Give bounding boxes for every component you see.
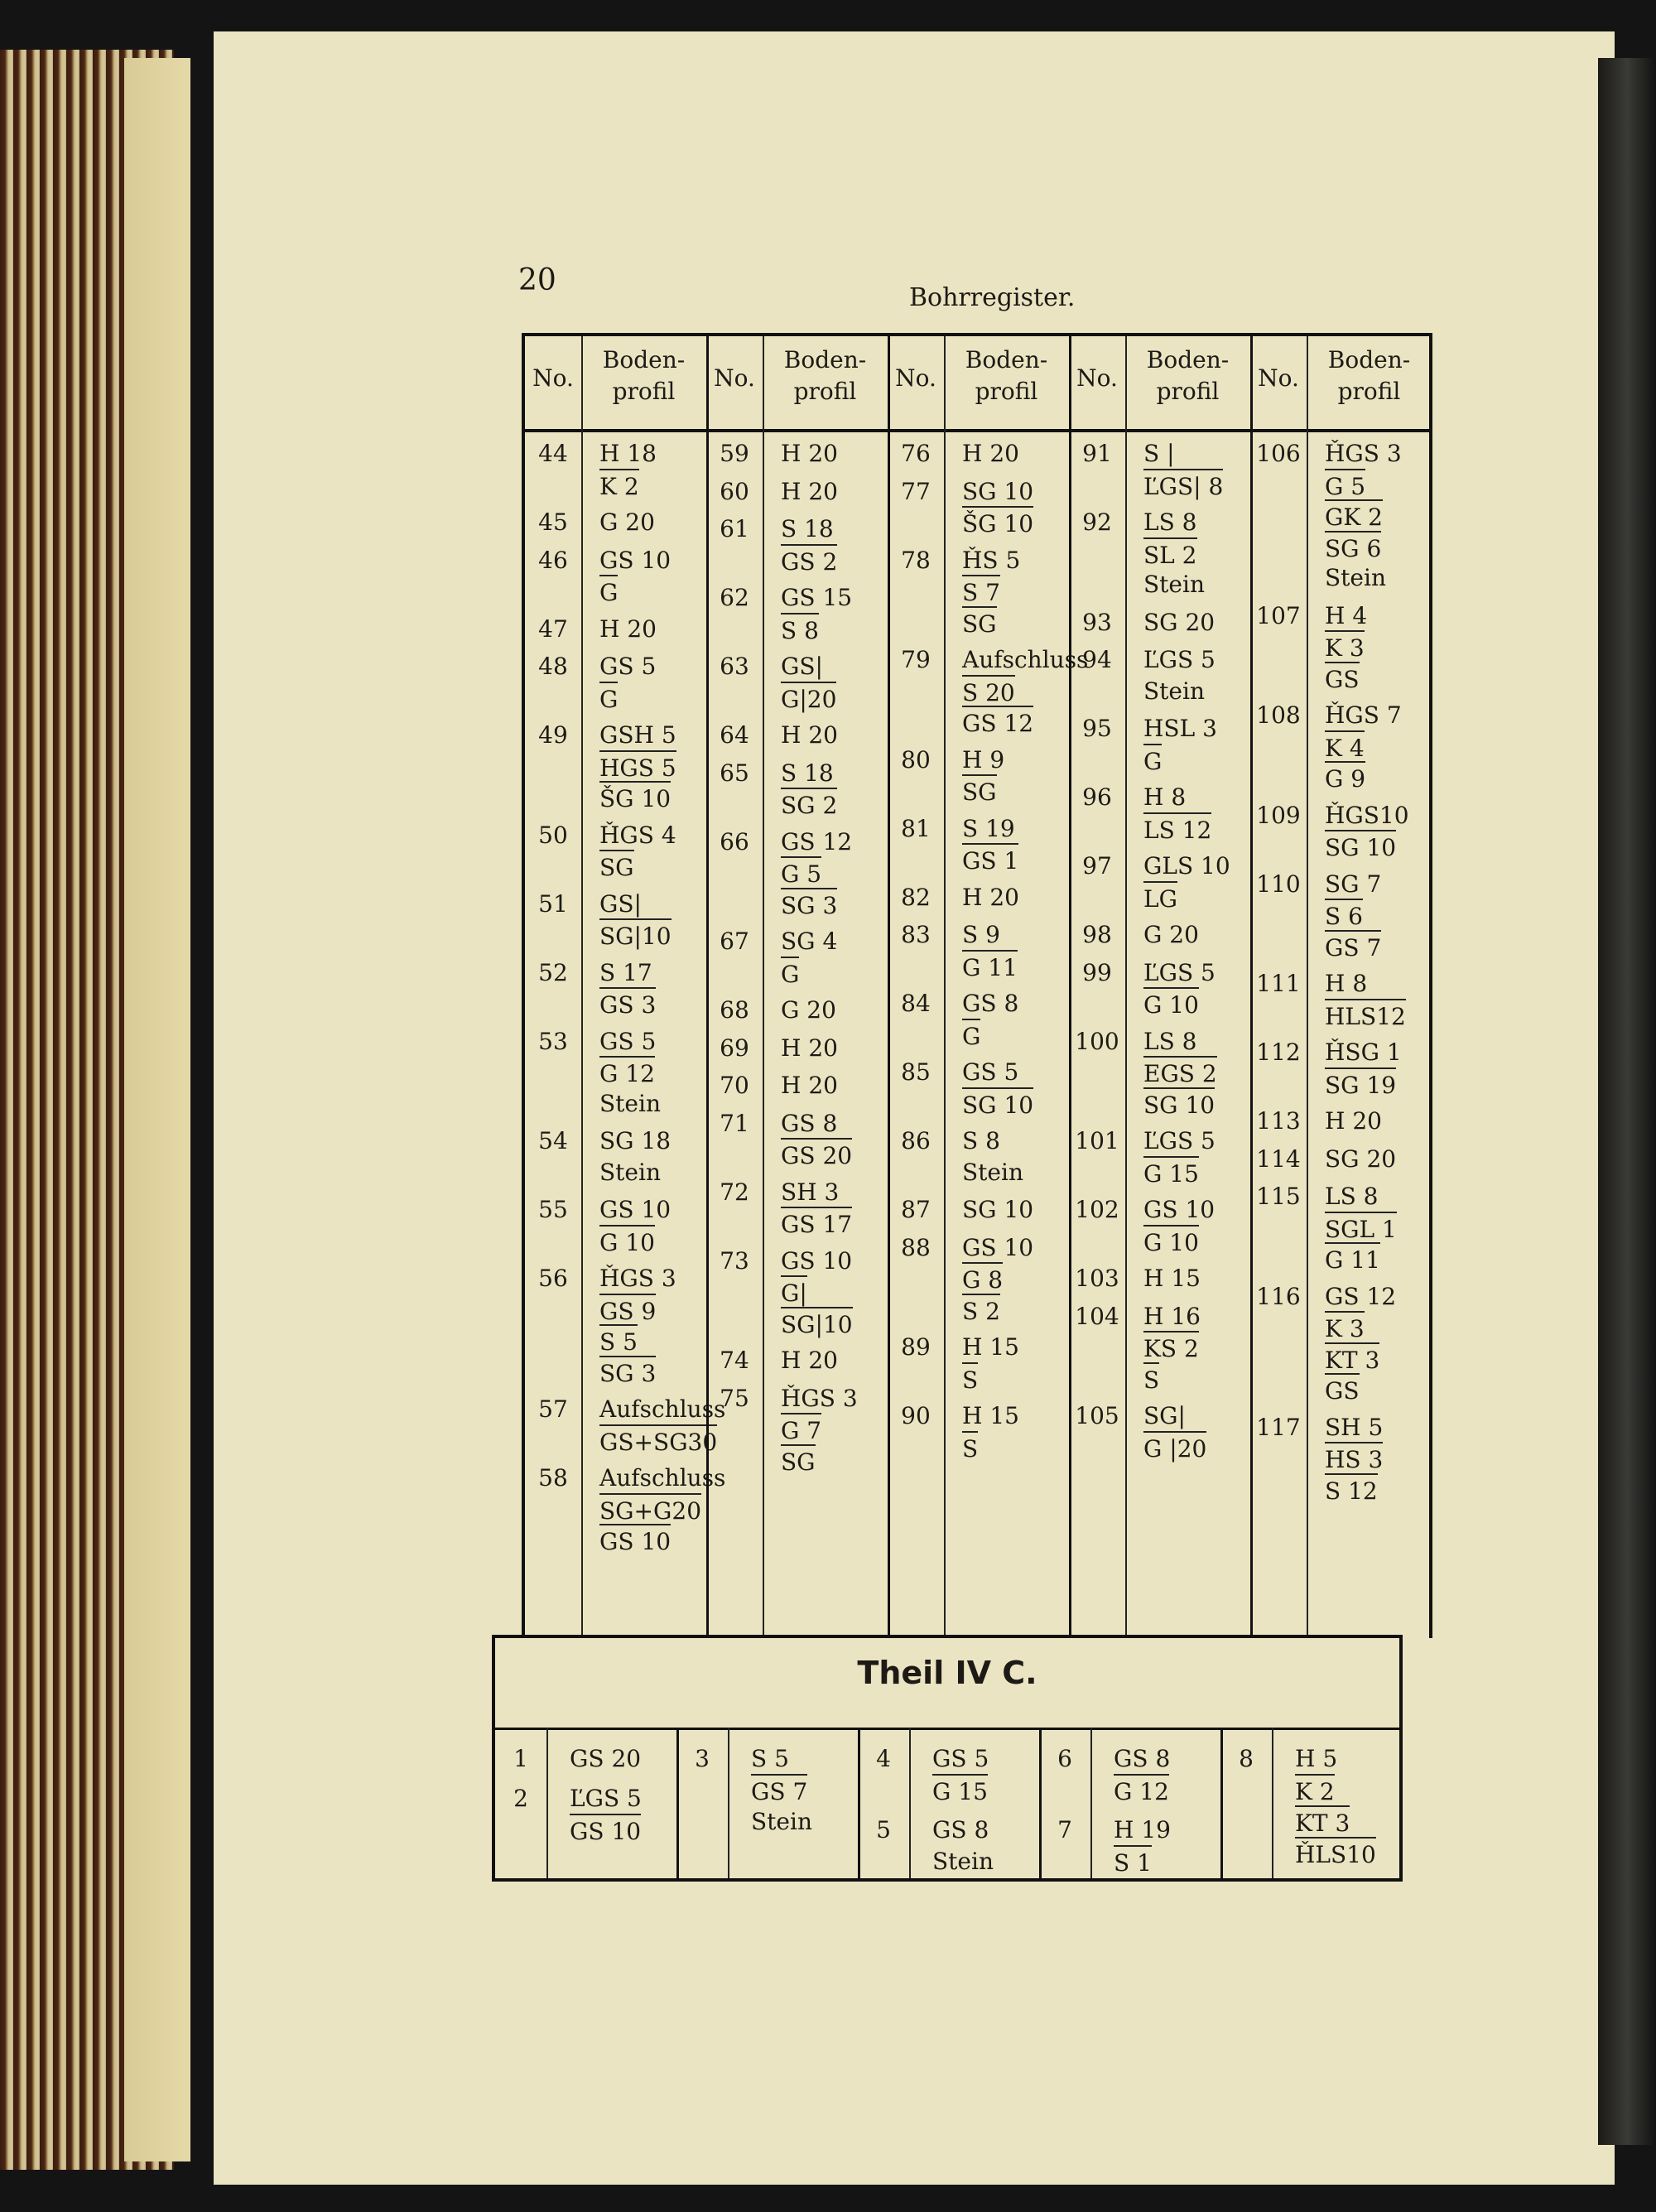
profile-line: SG 7 (1325, 870, 1382, 898)
entry-number: 100 (1075, 1027, 1119, 1055)
entry-number: 108 (1256, 701, 1301, 729)
number-separator (1125, 336, 1127, 1638)
profile-line: ĽGS 5 (1143, 1127, 1216, 1154)
profile-line: S 12 (1325, 1473, 1378, 1508)
entry-number: 83 (901, 921, 931, 948)
profile-line: HS 3 (1325, 1442, 1383, 1477)
profile-line: GS 8 (962, 990, 1019, 1017)
entry-number: 76 (901, 440, 931, 467)
entry-number: 99 (1082, 958, 1112, 986)
entry-number: 91 (1082, 440, 1112, 467)
entry-number: 75 (720, 1384, 749, 1412)
profile-line: H 20 (781, 477, 838, 505)
profile-line: SG|10 (781, 1307, 853, 1342)
theil-profile-line: GS 5 (932, 1745, 989, 1772)
profile-line: GS 3 (599, 987, 656, 1022)
profile-line: G 11 (962, 950, 1018, 985)
entry-number: 81 (901, 814, 931, 842)
header-no: No. (714, 364, 755, 392)
entry-number: 112 (1256, 1039, 1301, 1066)
entry-number: 78 (901, 546, 931, 574)
entry-number: 87 (901, 1196, 931, 1223)
profile-line: SG 10 (962, 1087, 1033, 1122)
profile-line: GS (1325, 662, 1360, 696)
profile-line: GS 15 (781, 584, 853, 611)
entry-number: 51 (538, 889, 568, 918)
entry-number: 89 (901, 1333, 931, 1361)
profile-line: GS 12 (962, 706, 1033, 740)
profile-line: ŠG 10 (599, 781, 671, 816)
header-no: No. (895, 364, 936, 392)
profile-line: G 20 (1143, 921, 1199, 948)
profile-line: ȞS 5 (962, 546, 1021, 574)
profile-line: G (781, 957, 799, 991)
header-no: No. (1076, 364, 1118, 392)
profile-line: GK 2 (1325, 499, 1383, 534)
profile-line: K 4 (1325, 730, 1365, 765)
profile-line: H 20 (781, 1034, 838, 1062)
theil-profile-line: KT 3 (1295, 1805, 1350, 1840)
profile-line: K 3 (1325, 1311, 1365, 1346)
profile-line: SG+G20 (599, 1493, 701, 1528)
entry-number: 50 (538, 821, 568, 849)
theil-profile-line: GS 20 (570, 1745, 642, 1772)
profile-line: LG (1143, 881, 1177, 916)
theil-number-separator (909, 1728, 911, 1878)
profile-line: H 20 (962, 440, 1019, 467)
entry-number: 98 (1082, 921, 1112, 948)
profile-line: S 8 (962, 1127, 1000, 1154)
number-separator (944, 336, 946, 1638)
theil-profile-line: GS 8 (932, 1816, 989, 1843)
profile-line: H 20 (781, 440, 838, 467)
profile-line: G 12 (599, 1056, 655, 1091)
entry-number: 113 (1256, 1107, 1301, 1135)
profile-line: G 7 (781, 1413, 821, 1448)
profile-line: GS+SG30 (599, 1424, 717, 1459)
theil-divider (495, 1728, 1399, 1730)
entry-number: 52 (538, 958, 568, 986)
profile-line: H 8 (1143, 783, 1187, 811)
entry-number: 105 (1075, 1402, 1119, 1429)
profile-line: H 9 (962, 745, 1005, 773)
profile-line: Stein (1143, 677, 1205, 705)
entry-number: 104 (1075, 1302, 1119, 1330)
entry-number: 93 (1082, 608, 1112, 636)
header-profile-2: profil (793, 378, 857, 405)
header-profile-1: Boden- (602, 346, 686, 373)
profile-line: GS 12 (1325, 1282, 1397, 1310)
profile-line: GS 17 (781, 1207, 852, 1241)
entry-number: 103 (1075, 1265, 1119, 1292)
entry-number: 106 (1256, 440, 1301, 467)
number-separator (1307, 336, 1308, 1638)
profile-line: SH 5 (1325, 1413, 1384, 1441)
book-page-edges-inner (124, 58, 190, 2161)
profile-line: S 18 (781, 515, 834, 542)
profile-line: ȞGS 3 (599, 1265, 676, 1292)
profile-line: G 10 (599, 1225, 655, 1260)
theil-title: Theil IV C. (857, 1655, 1037, 1691)
theil-profile-line: Stein (751, 1808, 812, 1835)
profile-line: Stein (599, 1158, 661, 1186)
entry-number: 114 (1256, 1145, 1301, 1173)
profile-line: SG 10 (1325, 830, 1396, 865)
header-profile-2: profil (1156, 378, 1220, 405)
profile-line: GS 9 (599, 1294, 656, 1328)
entry-number: 64 (720, 721, 749, 749)
entry-number: 45 (538, 508, 568, 536)
profile-line: H 18 (599, 440, 657, 467)
entry-number: 117 (1256, 1413, 1301, 1441)
header-profile-2: profil (1337, 378, 1401, 405)
profile-line: S | (1143, 440, 1175, 467)
entry-number: 54 (538, 1127, 568, 1154)
profile-line: G 5 (781, 856, 821, 891)
profile-line: H 20 (1325, 1107, 1382, 1135)
profile-line: S (962, 1431, 978, 1466)
profile-line: ȞGS10 (1325, 801, 1409, 829)
profile-line: S 8 (781, 613, 819, 648)
entry-number: 84 (901, 990, 931, 1017)
profile-line: LS 8 (1143, 1027, 1197, 1055)
profile-line: G (962, 1019, 980, 1053)
profile-line: GS 5 (599, 1027, 657, 1055)
entry-number: 85 (901, 1058, 931, 1086)
header-no: No. (1258, 364, 1299, 392)
header-profile-1: Boden- (1146, 346, 1230, 373)
entry-number: 74 (720, 1347, 749, 1374)
profile-line: G (599, 575, 618, 610)
entry-number: 66 (720, 827, 749, 855)
entry-number: 79 (901, 646, 931, 673)
profile-line: H 20 (781, 1347, 838, 1374)
profile-line: LS 8 (1325, 1183, 1379, 1210)
profile-line: H 20 (599, 614, 657, 643)
profile-line: Stein (1143, 571, 1205, 598)
entry-number: 46 (538, 546, 568, 574)
profile-line: SGL 1 (1325, 1212, 1397, 1246)
profile-line: GS| (599, 889, 642, 918)
profile-line: ȞGS 4 (599, 821, 676, 849)
profile-line: HLS12 (1325, 999, 1406, 1034)
profile-line: ĽGS 5 (1143, 646, 1216, 673)
profile-line: ŠG 10 (962, 506, 1033, 541)
theil-entry-number: 4 (876, 1745, 891, 1772)
theil-profile-line: G 12 (1114, 1774, 1169, 1809)
profile-line: ĽGS 5 (1143, 958, 1216, 986)
profile-line: HSL 3 (1143, 715, 1217, 742)
profile-line: H 20 (781, 1072, 838, 1099)
theil-entry-number: 5 (876, 1816, 891, 1843)
profile-line: GS 10 (962, 1233, 1034, 1261)
profile-line: H 4 (1325, 601, 1368, 629)
profile-line: H 15 (1143, 1265, 1201, 1292)
profile-line: GS 5 (599, 653, 657, 680)
profile-line: GS 8 (781, 1109, 838, 1137)
borehole-register-table (522, 333, 1432, 1638)
profile-line: SG 18 (599, 1127, 672, 1154)
profile-line: ȞGS 7 (1325, 701, 1402, 729)
profile-line: GS 2 (781, 544, 837, 579)
profile-line: GS 1 (962, 843, 1018, 878)
profile-line: G 10 (1143, 987, 1199, 1022)
profile-line: G (599, 682, 618, 716)
profile-line: H 15 (962, 1333, 1019, 1361)
profile-line: GS 10 (599, 1196, 672, 1223)
profile-line: GS 10 (1143, 1196, 1216, 1223)
profile-line: G 20 (781, 996, 836, 1024)
profile-line: G|20 (781, 682, 836, 716)
profile-line: SG 3 (599, 1356, 656, 1390)
entry-number: 95 (1082, 715, 1112, 742)
entry-number: 70 (720, 1072, 749, 1099)
profile-line: GS 12 (781, 827, 853, 855)
profile-line: GSH 5 (599, 721, 676, 749)
header-profile-1: Boden- (965, 346, 1048, 373)
entry-number: 86 (901, 1127, 931, 1154)
profile-line: ȞSG 1 (1325, 1039, 1402, 1066)
theil-profile-line: K 2 (1295, 1774, 1335, 1809)
book-spine-right (1598, 58, 1656, 2145)
header-profile-1: Boden- (783, 346, 867, 373)
profile-line: G |20 (1143, 1431, 1206, 1466)
entry-number: 97 (1082, 852, 1112, 879)
entry-number: 115 (1256, 1183, 1301, 1210)
entry-number: 48 (538, 653, 568, 680)
profile-line: Stein (599, 1089, 661, 1117)
profile-line: G| (781, 1275, 807, 1310)
entry-number: 80 (901, 745, 931, 773)
profile-line: Aufschluss (599, 1464, 726, 1492)
profile-line: GS 10 (781, 1246, 853, 1275)
theil-entry-number: 2 (513, 1785, 528, 1812)
entry-number: 111 (1256, 970, 1301, 997)
profile-line: H 15 (962, 1402, 1019, 1429)
profile-line: S 19 (962, 814, 1015, 842)
theil-profile-line: Stein (932, 1848, 994, 1875)
entry-number: 102 (1075, 1196, 1119, 1223)
entry-number: 101 (1075, 1127, 1119, 1154)
theil-number-separator (728, 1728, 729, 1878)
theil-number-separator (546, 1728, 548, 1878)
profile-line: G (1143, 744, 1162, 778)
profile-line: SG 10 (962, 477, 1034, 505)
profile-line: S 7 (962, 575, 1000, 610)
entry-number: 94 (1082, 646, 1112, 673)
profile-line: SG| (1143, 1402, 1186, 1429)
entry-number: 110 (1256, 870, 1301, 898)
profile-line: GS 7 (1325, 930, 1381, 965)
page-number: 20 (518, 263, 556, 297)
theil-profile-line: GS 10 (570, 1814, 641, 1848)
entry-number: 59 (720, 440, 749, 467)
profile-line: SG 10 (1143, 1087, 1215, 1122)
profile-line: ĽGS| 8 (1143, 469, 1223, 504)
profile-line: KS 2 (1143, 1331, 1199, 1366)
profile-line: SG 6 (1325, 531, 1381, 566)
theil-profile-line: GS 7 (751, 1774, 807, 1809)
theil-profile-line: H 19 (1114, 1816, 1171, 1843)
profile-line: SG (962, 606, 997, 641)
profile-line: GS (1325, 1373, 1360, 1408)
entry-number: 69 (720, 1034, 749, 1062)
entry-number: 61 (720, 515, 749, 542)
profile-line: S 2 (962, 1294, 1000, 1328)
profile-line: GS 10 (599, 546, 672, 574)
profile-line: G 15 (1143, 1156, 1199, 1191)
entry-number: 62 (720, 584, 749, 611)
theil-profile-line: G 15 (932, 1774, 988, 1809)
entry-number: 109 (1256, 801, 1301, 829)
profile-line: GS 20 (781, 1138, 852, 1173)
profile-line: GS 10 (599, 1524, 671, 1559)
profile-line: GS| (781, 653, 823, 680)
number-separator (581, 336, 583, 1638)
profile-line: SG 4 (781, 928, 838, 955)
entry-number: 88 (901, 1233, 931, 1261)
entry-number: 77 (901, 477, 931, 505)
profile-line: H 20 (962, 883, 1019, 911)
entry-number: 71 (720, 1109, 749, 1137)
profile-line: SG (962, 774, 997, 809)
profile-line: Aufschluss (962, 646, 1089, 673)
theil-entry-number: 6 (1057, 1745, 1072, 1772)
profile-line: Stein (962, 1158, 1023, 1186)
profile-line: GS 5 (962, 1058, 1019, 1086)
entry-number: 57 (538, 1395, 568, 1423)
profile-line: G 10 (1143, 1225, 1199, 1260)
entry-number: 90 (901, 1402, 931, 1429)
running-head: Bohrregister. (909, 283, 1076, 312)
profile-line: K 2 (599, 469, 639, 504)
profile-line: G 5 (1325, 469, 1365, 504)
profile-line: S (962, 1362, 978, 1397)
profile-line: G 8 (962, 1262, 1003, 1297)
profile-line: SH 3 (781, 1178, 840, 1206)
profile-line: SG|10 (599, 918, 672, 953)
profile-line: Aufschluss (599, 1395, 726, 1423)
profile-line: Stein (1325, 564, 1386, 591)
header-profile-1: Boden- (1327, 346, 1411, 373)
profile-line: ȞGS 3 (1325, 440, 1402, 467)
profile-line: S 17 (599, 958, 652, 986)
entry-number: 73 (720, 1246, 749, 1275)
profile-line: SG (781, 1444, 816, 1479)
entry-number: 116 (1256, 1282, 1301, 1310)
theil-profile-line: H 5 (1295, 1745, 1338, 1772)
entry-number: 96 (1082, 783, 1112, 811)
profile-line: HGS 5 (599, 750, 676, 785)
entry-number: 58 (538, 1464, 568, 1492)
entry-number: 60 (720, 477, 749, 505)
profile-line: S 6 (1325, 899, 1363, 933)
entry-number: 47 (538, 614, 568, 643)
entry-number: 65 (720, 759, 749, 787)
theil-number-separator (1090, 1728, 1092, 1878)
profile-line: SG 10 (962, 1196, 1034, 1223)
entry-number: 44 (538, 440, 568, 467)
theil-entry-number: 8 (1239, 1745, 1254, 1772)
header-no: No. (532, 364, 574, 392)
theil-profile-line: ȞLS10 (1295, 1837, 1376, 1872)
profile-line: H 16 (1143, 1302, 1201, 1330)
theil-entry-number: 1 (513, 1745, 528, 1772)
profile-line: SL 2 (1143, 537, 1197, 572)
profile-line: SG 3 (781, 888, 837, 923)
profile-line: SG 20 (1325, 1145, 1397, 1173)
theil-profile-line: S 1 (1114, 1845, 1152, 1880)
profile-line: SG 19 (1325, 1067, 1396, 1102)
entry-number: 55 (538, 1196, 568, 1223)
profile-line: G 20 (599, 508, 655, 536)
profile-line: G 11 (1325, 1242, 1380, 1277)
entry-number: 92 (1082, 508, 1112, 536)
header-profile-2: profil (612, 378, 676, 405)
entry-number: 72 (720, 1178, 749, 1206)
profile-line: KT 3 (1325, 1342, 1379, 1377)
theil-profile-line: ĽGS 5 (570, 1785, 642, 1812)
profile-line: K 3 (1325, 630, 1365, 665)
profile-line: SG (599, 850, 634, 884)
theil-number-separator (1272, 1728, 1273, 1878)
profile-line: SG 20 (1143, 608, 1216, 636)
profile-line: ȞGS 3 (781, 1384, 858, 1412)
theil-entry-number: 3 (695, 1745, 710, 1772)
profile-line: H 20 (781, 721, 838, 749)
profile-line: LS 12 (1143, 812, 1211, 847)
entry-number: 68 (720, 996, 749, 1024)
profile-line: S 9 (962, 921, 1000, 948)
entry-number: 53 (538, 1027, 568, 1055)
profile-line: H 8 (1325, 970, 1368, 997)
entry-number: 49 (538, 721, 568, 749)
theil-profile-line: GS 8 (1114, 1745, 1171, 1772)
profile-line: S 20 (962, 675, 1015, 710)
profile-line: G 9 (1325, 761, 1365, 796)
profile-line: GLS 10 (1143, 852, 1230, 879)
entry-number: 63 (720, 653, 749, 680)
entry-number: 67 (720, 928, 749, 955)
profile-line: SG 2 (781, 788, 837, 822)
entry-number: 82 (901, 883, 931, 911)
entry-number: 56 (538, 1265, 568, 1292)
theil-entry-number: 7 (1057, 1816, 1072, 1843)
header-profile-2: profil (975, 378, 1038, 405)
profile-line: EGS 2 (1143, 1056, 1217, 1091)
profile-line: LS 8 (1143, 508, 1197, 536)
entry-number: 107 (1256, 601, 1301, 629)
profile-line: S 18 (781, 759, 834, 787)
theil-section (492, 1635, 1403, 1882)
theil-profile-line: S 5 (751, 1745, 789, 1772)
number-separator (763, 336, 764, 1638)
profile-line: S (1143, 1362, 1159, 1397)
profile-line: S 5 (599, 1324, 638, 1359)
